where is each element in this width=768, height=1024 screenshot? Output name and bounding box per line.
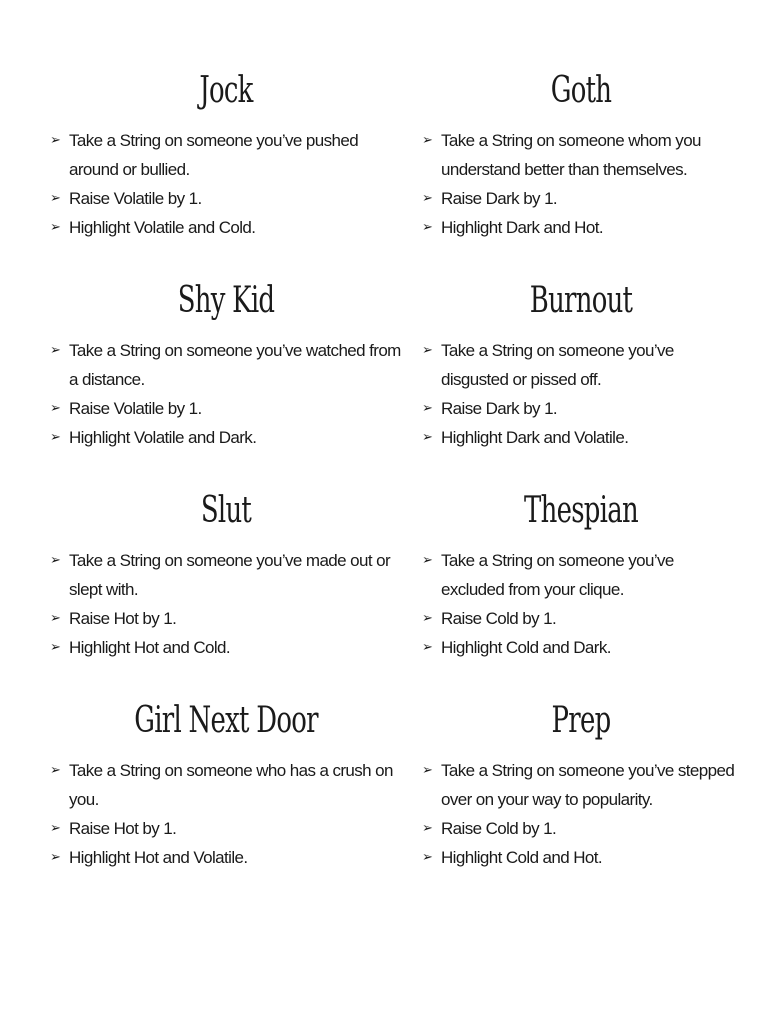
- list-item: [50, 184, 402, 213]
- list-item: [50, 843, 402, 872]
- bullet-text: Highlight Hot and Volatile.: [69, 848, 248, 867]
- list-item: [422, 546, 740, 604]
- bullet-text: Take a String on someone you’ve watched from a distance.: [69, 341, 401, 389]
- list-item: [422, 843, 740, 872]
- arrowhead-bullet-icon: ➢: [422, 133, 433, 148]
- bullet-text: Raise Dark by 1.: [441, 399, 558, 418]
- list-item: [422, 394, 740, 423]
- list-item: [50, 213, 402, 242]
- bullet-list: [50, 126, 402, 242]
- arrowhead-bullet-icon: ➢: [422, 401, 433, 416]
- bullet-text: Take a String on someone you’ve made out or slept with.: [69, 551, 391, 599]
- card-shy-kid: [50, 270, 402, 480]
- bullet-text: Highlight Hot and Cold.: [69, 638, 231, 657]
- bullet-text: Raise Cold by 1.: [441, 819, 557, 838]
- card-title: Goth: [550, 70, 612, 111]
- arrowhead-bullet-icon: ➢: [50, 220, 61, 235]
- card-title: Thespian: [524, 490, 638, 531]
- bullet-text: Highlight Cold and Hot.: [441, 848, 603, 867]
- card-title: Prep: [551, 700, 611, 741]
- card-goth: [422, 60, 740, 270]
- list-item: [422, 336, 740, 394]
- arrowhead-bullet-icon: ➢: [50, 640, 61, 655]
- list-item: [50, 604, 402, 633]
- arrowhead-bullet-icon: ➢: [422, 850, 433, 865]
- bullet-text: Take a String on someone you’ve excluded from your clique.: [441, 551, 674, 599]
- card-burnout: [422, 270, 740, 480]
- arrowhead-bullet-icon: ➢: [50, 611, 61, 626]
- card-prep: [422, 690, 740, 900]
- bullet-text: Raise Cold by 1.: [441, 609, 557, 628]
- arrowhead-bullet-icon: ➢: [50, 191, 61, 206]
- bullet-list: [50, 756, 402, 872]
- arrowhead-bullet-icon: ➢: [50, 401, 61, 416]
- list-item: [422, 423, 740, 452]
- arrowhead-bullet-icon: ➢: [50, 133, 61, 148]
- arrowhead-bullet-icon: ➢: [422, 821, 433, 836]
- bullet-list: [422, 756, 740, 872]
- arrowhead-bullet-icon: ➢: [422, 343, 433, 358]
- bullet-text: Highlight Volatile and Cold.: [69, 218, 256, 237]
- list-item: [50, 394, 402, 423]
- bullet-text: Take a String on someone who has a crush on you.: [69, 761, 393, 809]
- arrowhead-bullet-icon: ➢: [50, 343, 61, 358]
- list-item: [422, 814, 740, 843]
- bullet-text: Take a String on someone you’ve stepped over on your way to popularity.: [441, 761, 735, 809]
- arrowhead-bullet-icon: ➢: [422, 763, 433, 778]
- list-item: [50, 633, 402, 662]
- list-item: [422, 184, 740, 213]
- card-slut: [50, 480, 402, 690]
- bullet-text: Highlight Cold and Dark.: [441, 638, 611, 657]
- bullet-text: Take a String on someone you’ve pushed around or bullied.: [69, 131, 359, 179]
- arrowhead-bullet-icon: ➢: [422, 191, 433, 206]
- card-title: Jock: [199, 70, 253, 111]
- list-item: [422, 604, 740, 633]
- bullet-text: Raise Hot by 1.: [69, 609, 177, 628]
- bullet-list: [50, 546, 402, 662]
- list-item: [50, 814, 402, 843]
- bullet-list: [422, 546, 740, 662]
- bullet-list: [422, 336, 740, 452]
- list-item: [50, 336, 402, 394]
- bullet-list: [50, 336, 402, 452]
- bullet-text: Raise Dark by 1.: [441, 189, 558, 208]
- list-item: [50, 756, 402, 814]
- bullet-text: Highlight Dark and Hot.: [441, 218, 603, 237]
- bullet-text: Highlight Volatile and Dark.: [69, 428, 257, 447]
- arrowhead-bullet-icon: ➢: [422, 611, 433, 626]
- bullet-text: Take a String on someone whom you understand better than themselves.: [441, 131, 701, 179]
- list-item: [422, 633, 740, 662]
- arrowhead-bullet-icon: ➢: [50, 821, 61, 836]
- card-thespian: [422, 480, 740, 690]
- bullet-text: Raise Volatile by 1.: [69, 189, 202, 208]
- arrowhead-bullet-icon: ➢: [422, 220, 433, 235]
- arrowhead-bullet-icon: ➢: [422, 430, 433, 445]
- card-jock: [50, 60, 402, 270]
- list-item: [422, 756, 740, 814]
- bullet-list: [422, 126, 740, 242]
- arrowhead-bullet-icon: ➢: [50, 850, 61, 865]
- card-title: Shy Kid: [177, 280, 275, 321]
- bullet-text: Raise Hot by 1.: [69, 819, 177, 838]
- card-title: Burnout: [529, 280, 633, 321]
- arrowhead-bullet-icon: ➢: [422, 640, 433, 655]
- arrowhead-bullet-icon: ➢: [422, 553, 433, 568]
- list-item: [50, 126, 402, 184]
- list-item: [422, 213, 740, 242]
- arrowhead-bullet-icon: ➢: [50, 553, 61, 568]
- bullet-text: Raise Volatile by 1.: [69, 399, 202, 418]
- card-title: Girl Next Door: [134, 700, 318, 741]
- card-girl-next-door: [50, 690, 402, 900]
- card-title: Slut: [200, 490, 252, 531]
- bullet-text: Take a String on someone you’ve disgusted or pissed off.: [441, 341, 674, 389]
- bullet-text: Highlight Dark and Volatile.: [441, 428, 629, 447]
- arrowhead-bullet-icon: ➢: [50, 430, 61, 445]
- list-item: [422, 126, 740, 184]
- arrowhead-bullet-icon: ➢: [50, 763, 61, 778]
- skin-cards-grid: [50, 60, 740, 900]
- list-item: [50, 546, 402, 604]
- list-item: [50, 423, 402, 452]
